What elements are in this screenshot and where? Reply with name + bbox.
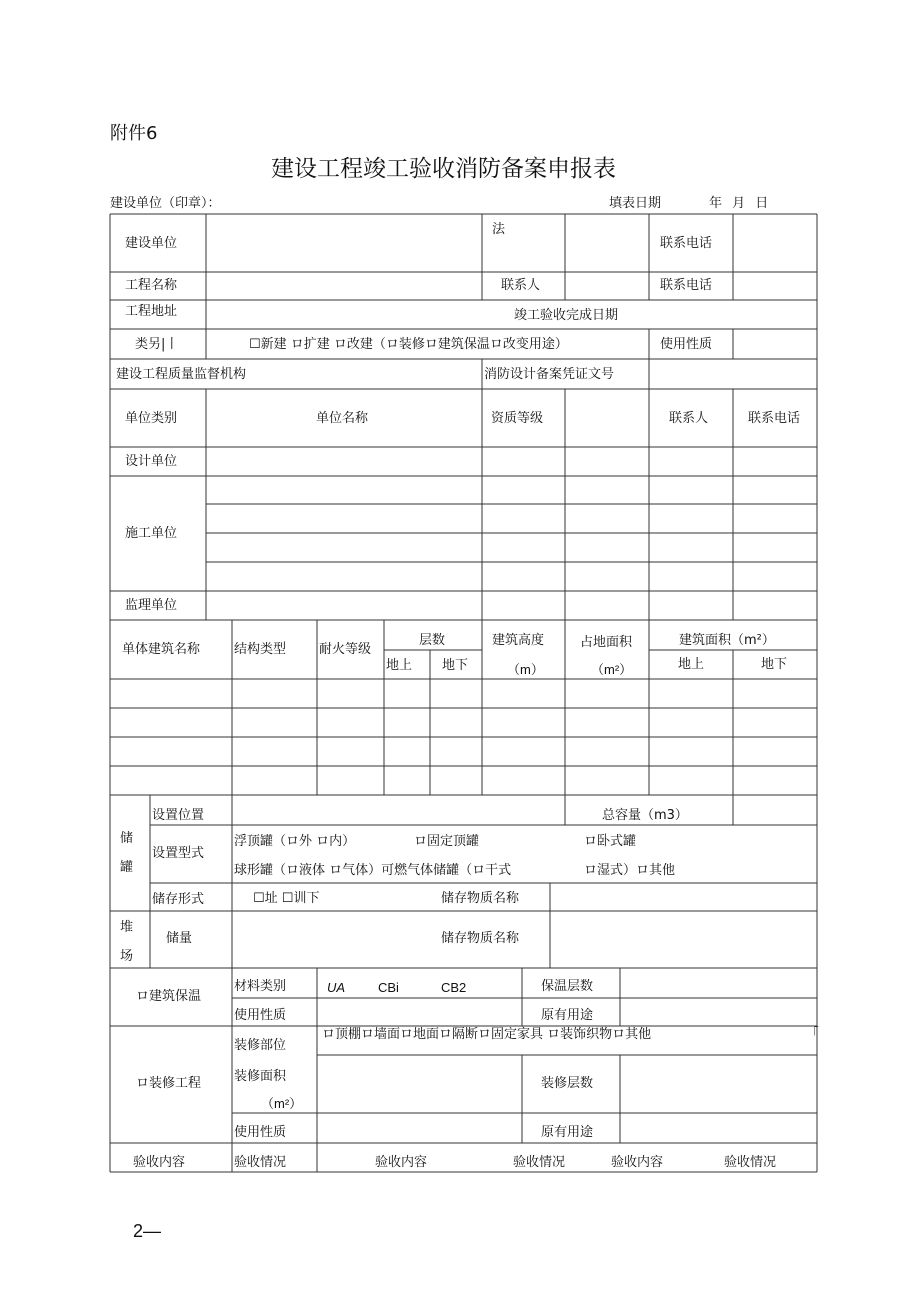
acceptance-status-1: 验收情况 [234, 1155, 287, 1170]
legal-label: 法 [492, 222, 506, 237]
yard-label-2: 场 [120, 949, 134, 964]
acceptance-content-1: 验收内容 [133, 1155, 186, 1170]
acceptance-content-3: 验收内容 [611, 1155, 664, 1170]
material-opt-b: CBi [378, 980, 399, 995]
acceptance-content-2: 验收内容 [375, 1155, 428, 1170]
decoration-usage-label: 使用性质 [234, 1125, 287, 1140]
decoration-layers-label: 装修层数 [541, 1076, 594, 1091]
build-unit-label: 建设单位 [125, 236, 178, 251]
insulation-layers-label: 保温层数 [541, 979, 594, 994]
fill-date-units: 年 月 日 [709, 196, 769, 211]
floors-header: 层数 [419, 633, 446, 648]
tank-form-line2-b: ロ湿式）ロ其他 [584, 863, 676, 878]
project-address-label: 工程地址 [125, 304, 178, 319]
acceptance-status-2: 验收情况 [513, 1155, 566, 1170]
floors-above-header: 地上 [386, 658, 413, 673]
tank-label-1: 储 [120, 831, 134, 846]
usage-label: 使用性质 [660, 337, 713, 352]
structure-header: 结构类型 [234, 642, 287, 657]
decoration-area-unit: （m²） [261, 1096, 303, 1111]
insulation-usage-label: 使用性质 [234, 1008, 287, 1023]
page-number: 2— [133, 1221, 162, 1241]
storage-form-options: ☐址 ☐训下 [253, 891, 320, 906]
quality-org-label: 建设工程质量监督机构 [116, 367, 247, 382]
tank-label-2: 罐 [120, 860, 134, 875]
tank-form-line1-a: 浮顶罐（ロ外 ロ内） [234, 834, 356, 849]
phone-label-2: 联系电话 [660, 278, 713, 293]
unit-name-header: 单位名称 [316, 411, 369, 426]
footprint-header: 占地面积 [580, 635, 633, 650]
category-label: 类另|丨 [135, 337, 179, 352]
contact-label: 联系人 [501, 278, 541, 293]
floors-below-header: 地下 [442, 658, 469, 673]
decoration-original-use-label: 原有用途 [541, 1125, 594, 1140]
unit-type-header: 单位类别 [125, 411, 178, 426]
fire-rating-header: 耐火等级 [319, 642, 372, 657]
area-below-header: 地下 [761, 657, 788, 672]
supervision-unit-label: 监理单位 [125, 598, 178, 613]
decoration-area-label: 装修面积 [234, 1069, 287, 1084]
project-name-label: 工程名称 [125, 278, 178, 293]
material-opt-a: UA [327, 980, 346, 995]
tank-material-label: 储存物质名称 [441, 891, 520, 906]
yard-material-label: 储存物质名称 [441, 931, 520, 946]
acceptance-status-3: 验收情况 [724, 1155, 777, 1170]
design-unit-label: 设计单位 [125, 454, 178, 469]
height-unit: （m） [507, 662, 544, 677]
yard-amount-label: 储量 [166, 931, 193, 946]
tank-form-line1-b: ロ固定顶罐 [414, 834, 480, 849]
unit-phone-header: 联系电话 [748, 411, 801, 426]
storage-form-label: 储存形式 [152, 892, 205, 907]
material-opt-c: CB2 [441, 980, 467, 995]
builder-seal-label: 建设单位（印章）： [110, 196, 221, 211]
tank-form-line1-c: ロ卧式罐 [584, 834, 637, 849]
unit-contact-header: 联系人 [669, 411, 709, 426]
footprint-unit: （m²） [591, 662, 633, 677]
attachment-label: 附件6 [110, 123, 158, 144]
height-header: 建筑高度 [492, 633, 545, 648]
insulation-label: ロ建筑保温 [136, 989, 202, 1004]
material-type-label: 材料类别 [234, 979, 287, 994]
phone-label-1: 联系电话 [660, 236, 713, 251]
area-above-header: 地上 [678, 657, 705, 672]
total-capacity-label: 总容量（m3） [602, 808, 688, 823]
insulation-original-use-label: 原有用途 [541, 1008, 594, 1023]
building-name-header: 单体建筑名称 [122, 642, 201, 657]
yard-label-1: 堆 [120, 920, 134, 935]
area-header: 建筑面积（m²） [679, 633, 775, 648]
decoration-edge-mark: 「 [806, 1027, 820, 1042]
construction-unit-label: 施工单位 [125, 526, 178, 541]
tank-position-label: 设置位置 [152, 808, 205, 823]
tank-form-label: 设置型式 [152, 846, 205, 861]
category-options: ☐新建 ロ扩建 ロ改建（ロ装修ロ建筑保温ロ改变用途） [249, 337, 568, 352]
fire-cert-label: 消防设计备案凭证文号 [484, 367, 615, 382]
decoration-part-options: ロ顶棚ロ墙面ロ地面ロ隔断ロ固定家具 ロ装饰织物ロ其他 [322, 1027, 652, 1042]
grade-header: 资质等级 [491, 411, 544, 426]
completion-date-label: 竣工验收完成日期 [514, 308, 619, 323]
tank-form-line2: 球形罐（ロ液体 ロ气体）可燃气体储罐（ロ干式 [234, 863, 512, 878]
decoration-part-label: 装修部位 [234, 1038, 287, 1053]
fill-date-label: 填表日期 [609, 196, 662, 211]
page-title: 建设工程竣工验收消防备案申报表 [271, 156, 616, 182]
decoration-label: ロ装修工程 [136, 1076, 202, 1091]
